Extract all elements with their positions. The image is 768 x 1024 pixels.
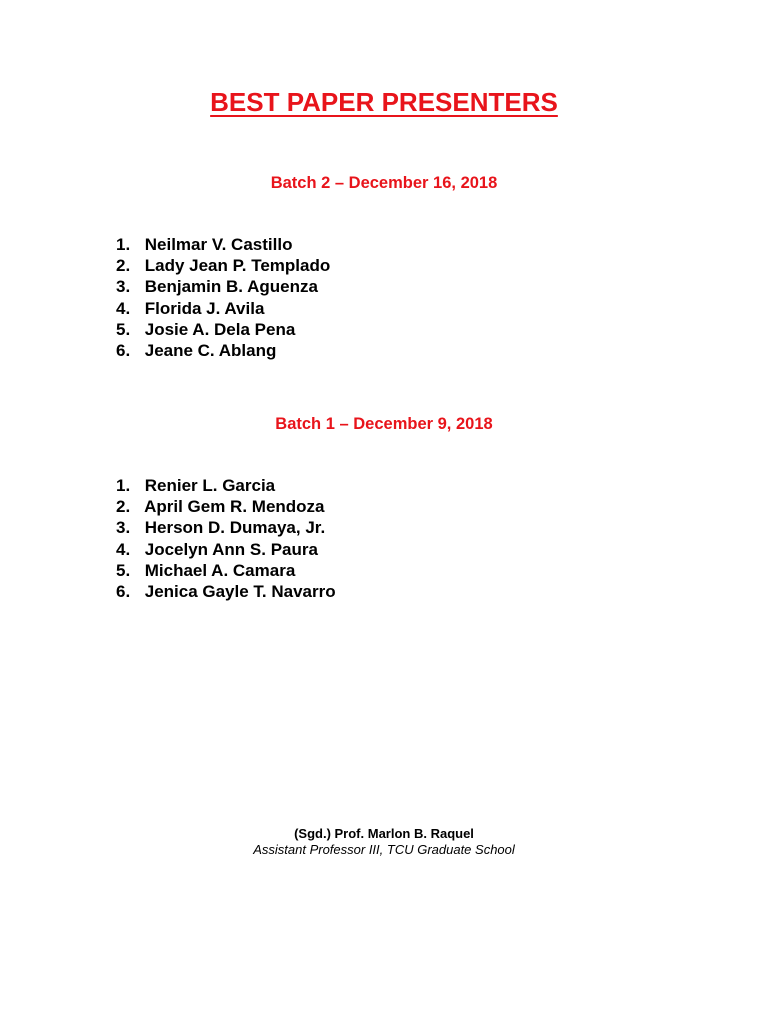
presenter-name: Benjamin B. Aguenza — [144, 277, 318, 297]
list-number: 1. — [116, 235, 131, 254]
presenter-name: Renier L. Garcia — [144, 476, 276, 495]
list-item — [116, 255, 330, 276]
list-item — [116, 234, 330, 255]
list-number: 3. — [116, 518, 131, 538]
list-item — [116, 560, 336, 581]
presenter-name: Michael A. Camara — [144, 560, 296, 580]
list-item — [116, 319, 330, 340]
presenter-name: Florida J. Avila — [144, 298, 265, 318]
list-item — [116, 517, 336, 538]
batch-2-presenter-list — [116, 234, 330, 361]
list-number: 4. — [116, 539, 131, 559]
list-number: 4. — [116, 298, 131, 318]
batch-1-heading: Batch 1 – December 9, 2018 — [275, 415, 493, 433]
list-number: 1. — [116, 476, 131, 495]
signatory-position: Assistant Professor III, TCU Graduate School — [253, 842, 515, 857]
list-number: 5. — [116, 560, 131, 580]
signature-block — [0, 826, 768, 858]
list-item — [116, 539, 336, 560]
presenter-name: Josie A. Dela Pena — [144, 319, 296, 339]
list-item — [116, 581, 336, 602]
signatory-name: (Sgd.) Prof. Marlon B. Raquel — [294, 826, 474, 841]
list-item — [116, 298, 330, 319]
list-number: 2. — [116, 256, 131, 276]
list-item — [116, 276, 330, 297]
list-number: 5. — [116, 319, 131, 339]
list-number: 3. — [116, 277, 131, 297]
batch-1-presenter-list — [116, 475, 336, 602]
list-item — [116, 496, 336, 517]
presenter-name: Jocelyn Ann S. Paura — [144, 539, 318, 559]
list-number: 2. — [116, 497, 131, 517]
list-number: 6. — [116, 581, 131, 601]
page-title: BEST PAPER PRESENTERS — [210, 87, 558, 117]
list-number: 6. — [116, 340, 131, 360]
list-item — [116, 475, 336, 496]
list-item — [116, 340, 330, 361]
presenter-name: April Gem R. Mendoza — [144, 497, 325, 517]
batch-2-heading: Batch 2 – December 16, 2018 — [270, 174, 498, 192]
presenter-name: Herson D. Dumaya, Jr. — [144, 518, 326, 538]
presenter-name: Neilmar V. Castillo — [144, 235, 293, 254]
presenter-name: Jeane C. Ablang — [144, 340, 277, 360]
presenter-name: Lady Jean P. Templado — [144, 256, 331, 276]
presenter-name: Jenica Gayle T. Navarro — [144, 581, 336, 601]
